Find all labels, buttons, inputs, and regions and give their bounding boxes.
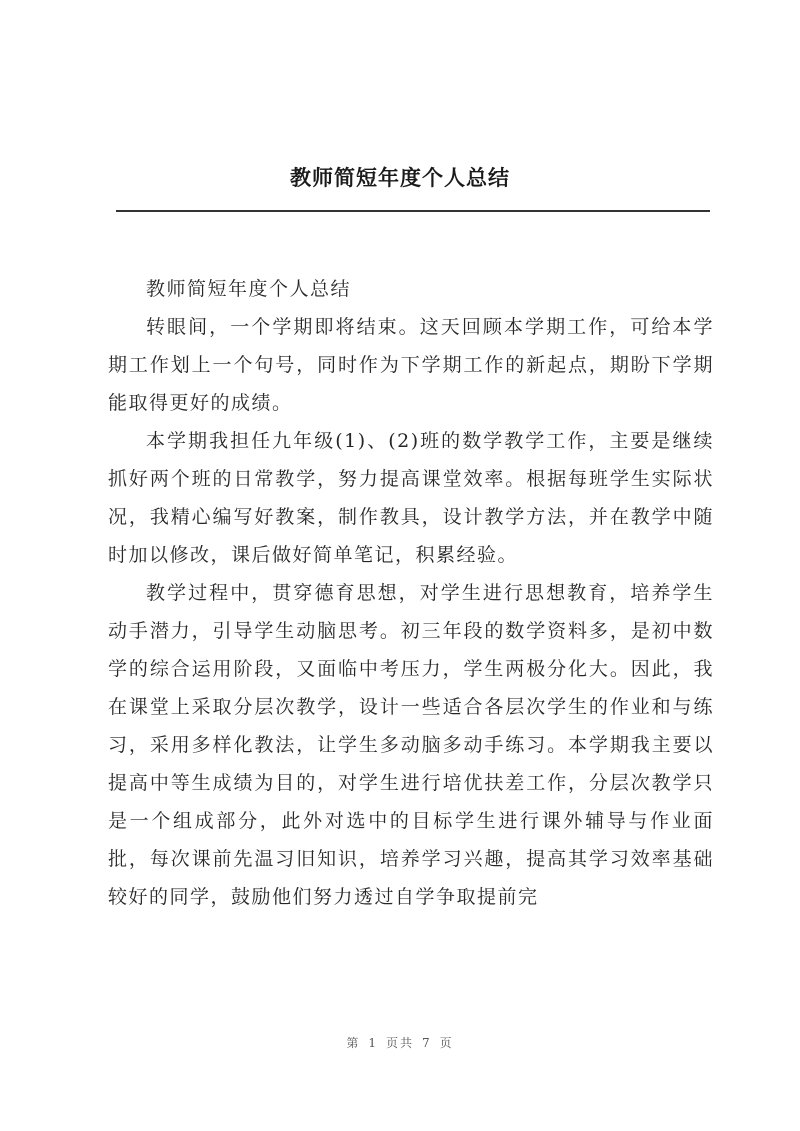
paragraph-intro: 转眼间，一个学期即将结束。这天回顾本学期工作，可给本学期工作划上一个句号，同时作为下学期工作的新起点，期盼下学期能取得更好的成绩。 bbox=[108, 316, 714, 414]
paragraph-teaching-process: 教学过程中，贯穿德育思想，对学生进行思想教育，培养学生动手潜力，引导学生动脑思考。初三年段的数学资料多，是初中数学的综合运用阶段，又面临中考压力，学生两极分化大。因此，我在课堂上采取分层次教学，设计一些适合各层次学生的作业和与练习，采用多样化教法，让学生多动脑多动手练习。本学期我主要以提高中等生成绩为目的，对学生进行培优扶差工作，分层次教学只是一个组成部分，此外对选中的目标学生进行课外辅导与作业面批，每次课前先温习旧知识，培养学习兴趣，提高其学习效率基础较好的同学，鼓励他们努力透过自学争取提前完 bbox=[108, 582, 714, 908]
document-body bbox=[108, 270, 714, 916]
paragraph-heading: 教师简短年度个人总结 bbox=[146, 278, 352, 300]
footer-suffix: 页 bbox=[439, 1036, 454, 1050]
total-page-count: 7 bbox=[422, 1036, 432, 1050]
page-footer bbox=[0, 1034, 800, 1051]
document-title: 教师简短年度个人总结 bbox=[290, 166, 510, 190]
paragraph-duties: 本学期我担任九年级(1)、(2)班的数学教学工作，主要是继续抓好两个班的日常教学，努力提高课堂效率。根据每班学生实际状况，我精心编写好教案，制作教具，设计教学方法，并在教学中随时加以修改，课后做好简单笔记，积累经验。 bbox=[108, 430, 714, 566]
footer-mid: 页共 bbox=[385, 1036, 414, 1050]
footer-prefix: 第 bbox=[346, 1036, 361, 1050]
current-page-number: 1 bbox=[368, 1036, 378, 1050]
title-divider bbox=[116, 210, 710, 212]
